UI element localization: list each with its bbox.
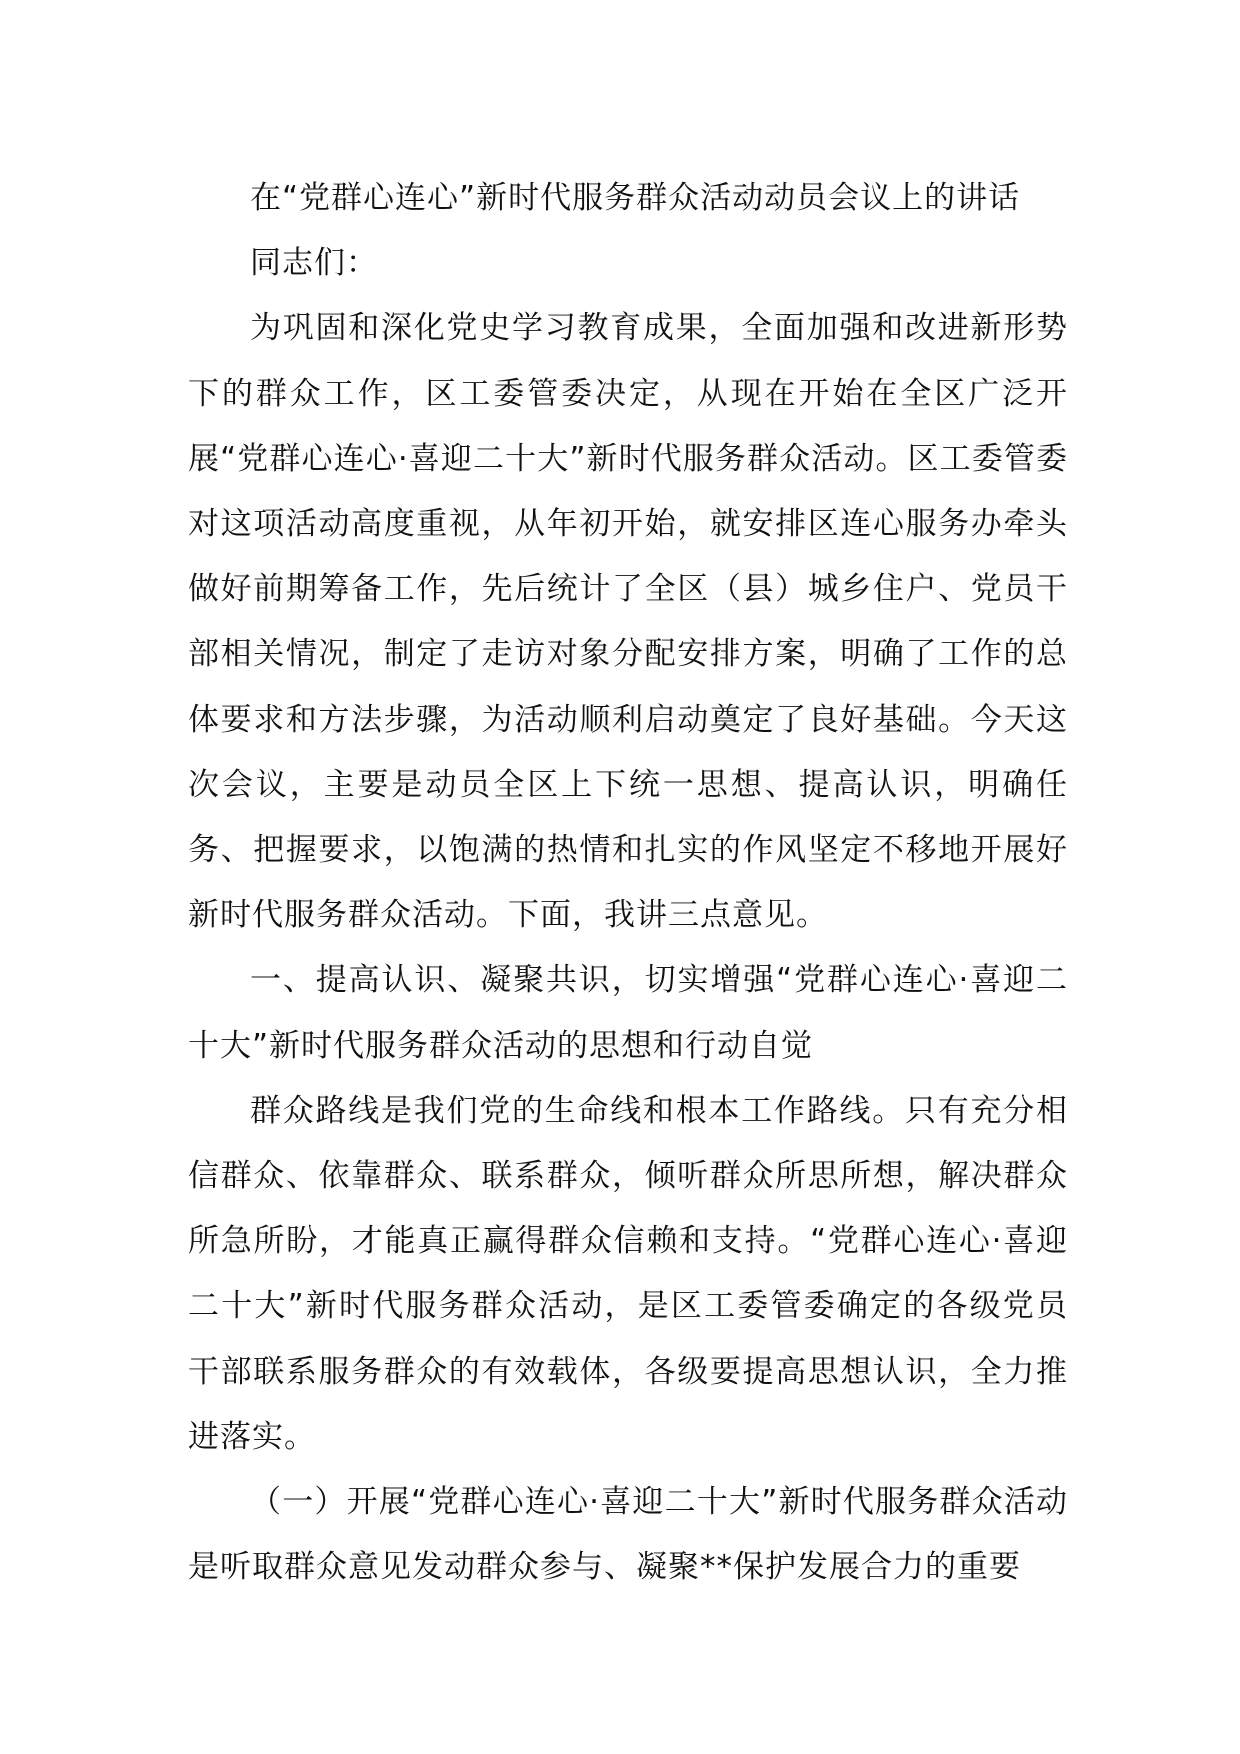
- document-body: [188, 166, 1068, 1600]
- document-title: 在“党群心连心”新时代服务群众活动动员会议上的讲话: [250, 180, 1021, 216]
- subsection-paragraph: （一）开展“党群心连心·喜迎二十大”新时代服务群众活动是听取群众意见发动群众参与、凝聚**保护发展合力的重要: [188, 1484, 1068, 1586]
- salutation: 同志们：: [250, 245, 378, 282]
- paragraph: 为巩固和深化党史学习教育成果，全面加强和改进新形势下的群众工作，区工委管委决定，从现在开始在全区广泛开展“党群心连心·喜迎二十大”新时代服务群众活动。区工委管委对这项活动高度重视，从年初开始，就安排区连心服务办牵头做好前期筹备工作，先后统计了全区（县）城乡住户、党员干部相关情况，制定了走访对象分配安排方案，明确了工作的总体要求和方法步骤，为活动顺利启动奠定了良好基础。今天这次会议，主要是动员全区上下统一思想、提高认识，明确任务、把握要求，以饱满的热情和扎实的作风坚定不移地开展好新时代服务群众活动。下面，我讲三点意见。: [188, 310, 1068, 934]
- paragraph: 群众路线是我们党的生命线和根本工作路线。只有充分相信群众、依靠群众、联系群众，倾听群众所思所想，解决群众所急所盼，才能真正赢得群众信赖和支持。“党群心连心·喜迎二十大”新时代服务群众活动，是区工委管委确定的各级党员干部联系服务群众的有效载体，各级要提高思想认识，全力推进落实。: [188, 1092, 1068, 1455]
- section-heading: 一、提高认识、凝聚共识，切实增强“党群心连心·喜迎二十大”新时代服务群众活动的思想和行动自觉: [188, 962, 1068, 1064]
